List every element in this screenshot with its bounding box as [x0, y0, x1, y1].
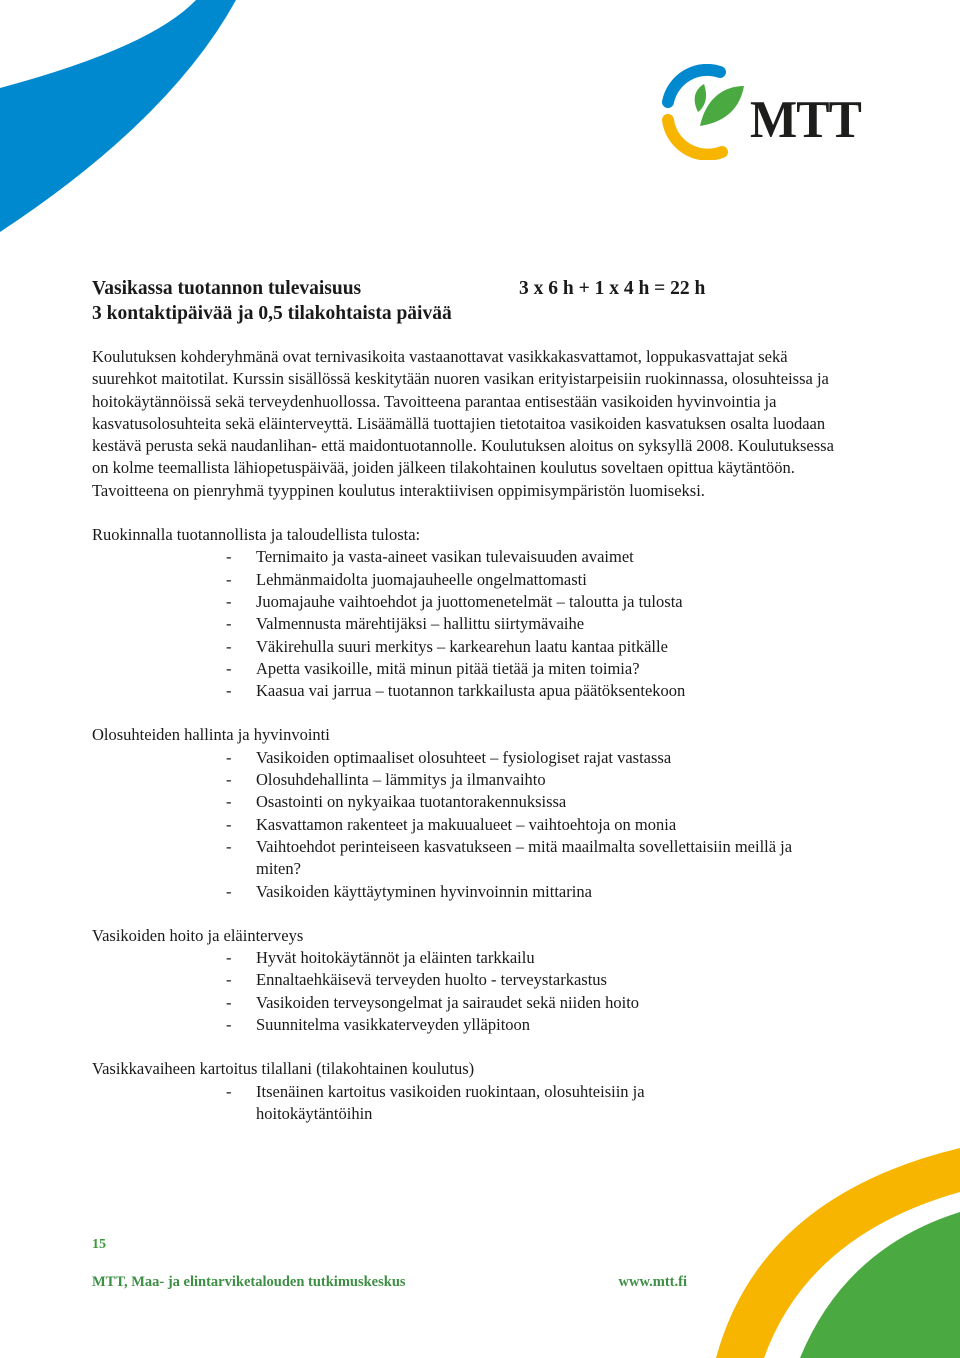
list-item: - Ternimaito ja vasta-aineet vasikan tulevaisuuden avaimet — [226, 547, 634, 567]
list-item: - Olosuhdehallinta – lämmitys ja ilmanvaihto — [226, 770, 546, 790]
logo-wordmark: MTT — [750, 89, 861, 149]
list-item: - Valmennusta märehtijäksi – hallittu siirtymävaihe — [226, 614, 585, 634]
section-feeding — [92, 524, 852, 702]
footer-website-link[interactable]: www.mtt.fi — [618, 1274, 687, 1290]
list-item: - Väkirehulla suuri merkitys – karkearehun laatu kantaa pitkälle — [226, 636, 668, 656]
list-item: - Vasikoiden optimaaliset olosuhteet – fysiologiset rajat vastassa — [226, 747, 672, 767]
list-item: - Lehmänmaidolta juomajauheelle ongelmattomasti — [226, 569, 587, 589]
green-arc — [800, 1212, 960, 1358]
course-days: 3 kontaktipäivää ja 0,5 tilakohtaista päivää — [92, 303, 452, 324]
course-hours-formula: 3 x 6 h + 1 x 4 h = 22 h — [519, 278, 706, 299]
section-farm-survey — [92, 1058, 852, 1125]
list-item: - Ennaltaehkäisevä terveyden huolto - terveystarkastus — [226, 970, 607, 990]
list-item: - Vaihtoehdot perinteiseen kasvatukseen – mitä maailmalta sovellettaisiin meillä ja miten? — [226, 836, 793, 879]
list-item: - Hyvät hoitokäytännöt ja eläinten tarkkailu — [226, 948, 535, 968]
list-item: - Suunnitelma vasikkaterveyden ylläpitoon — [226, 1015, 531, 1035]
list-item: - Vasikoiden terveysongelmat ja sairaudet sekä niiden hoito — [226, 992, 640, 1012]
section-title: Olosuhteiden hallinta ja hyvinvointi — [92, 725, 330, 745]
page-number: 15 — [92, 1237, 106, 1252]
section-conditions — [92, 724, 852, 902]
list-item: - Itsenäinen kartoitus vasikoiden ruokintaan, olosuhteisiin ja hoitokäytäntöihin — [226, 1081, 645, 1123]
list-item: - Juomajauhe vaihtoehdot ja juottomenetelmät – taloutta ja tulosta — [226, 591, 683, 611]
list-item: - Osastointi on nykyaikaa tuotantorakennuksissa — [226, 792, 567, 812]
intro-paragraph: Koulutuksen kohderyhmänä ovat ternivasikoita vastaanottavat vasikkakasvattamot, loppukasvattajat sekä suurehkot maitotilat. Kurssin sisällössä keskitytään nuoren vasikan erityistarpeisiin ruokinnassa, olosuhteissa ja hoitokäytännöissä sekä terveydenhuollossa. Tavoitteena parantaa entisestään vasikoiden hyvinvointia ja kasvatusolosuhteita sekä eläinterveyttä. Lisäämällä tuottajien tietotaitoa vasikoiden kasvatuksen osalta luodaan kestävä perusta sekä naudanlihan- että maidontuotannolle. Koulutuksen aloitus on syksyllä 2008. Koulutuksessa on kolme teemallista lähiopetuspäivää, joiden jälkeen tilakohtainen koulutus soveltaen opittua käytäntöön. Tavoitteena on pienryhmä tyyppinen koulutus interaktiivisen oppimisympäristön luomiseksi. — [92, 347, 834, 500]
course-title: Vasikassa tuotannon tulevaisuus — [92, 278, 362, 299]
list-item: - Kaasua vai jarrua – tuotannon tarkkailusta apua päätöksentekoon — [226, 681, 686, 701]
list-item: - Apetta vasikoille, mitä minun pitää tietää ja miten toimia? — [226, 658, 640, 678]
yellow-arc — [716, 1148, 960, 1358]
section-title: Vasikoiden hoito ja eläinterveys — [92, 925, 304, 945]
list-item: - Kasvattamon rakenteet ja makuualueet – vaihtoehtoja on monia — [226, 814, 677, 834]
section-title: Ruokinnalla tuotannollista ja taloudellista tulosta: — [92, 525, 421, 545]
section-health — [92, 925, 852, 1036]
mtt-leaf-logo-icon — [660, 64, 750, 160]
course-header — [92, 276, 772, 326]
list-item: - Vasikoiden käyttäytyminen hyvinvoinnin mittarina — [226, 881, 592, 901]
section-title: Vasikkavaiheen kartoitus tilallani (tilakohtainen koulutus) — [92, 1059, 475, 1079]
footer-organization: MTT, Maa- ja elintarviketalouden tutkimuskeskus — [92, 1274, 406, 1290]
course-description — [92, 346, 852, 1125]
mtt-logo — [660, 64, 860, 160]
